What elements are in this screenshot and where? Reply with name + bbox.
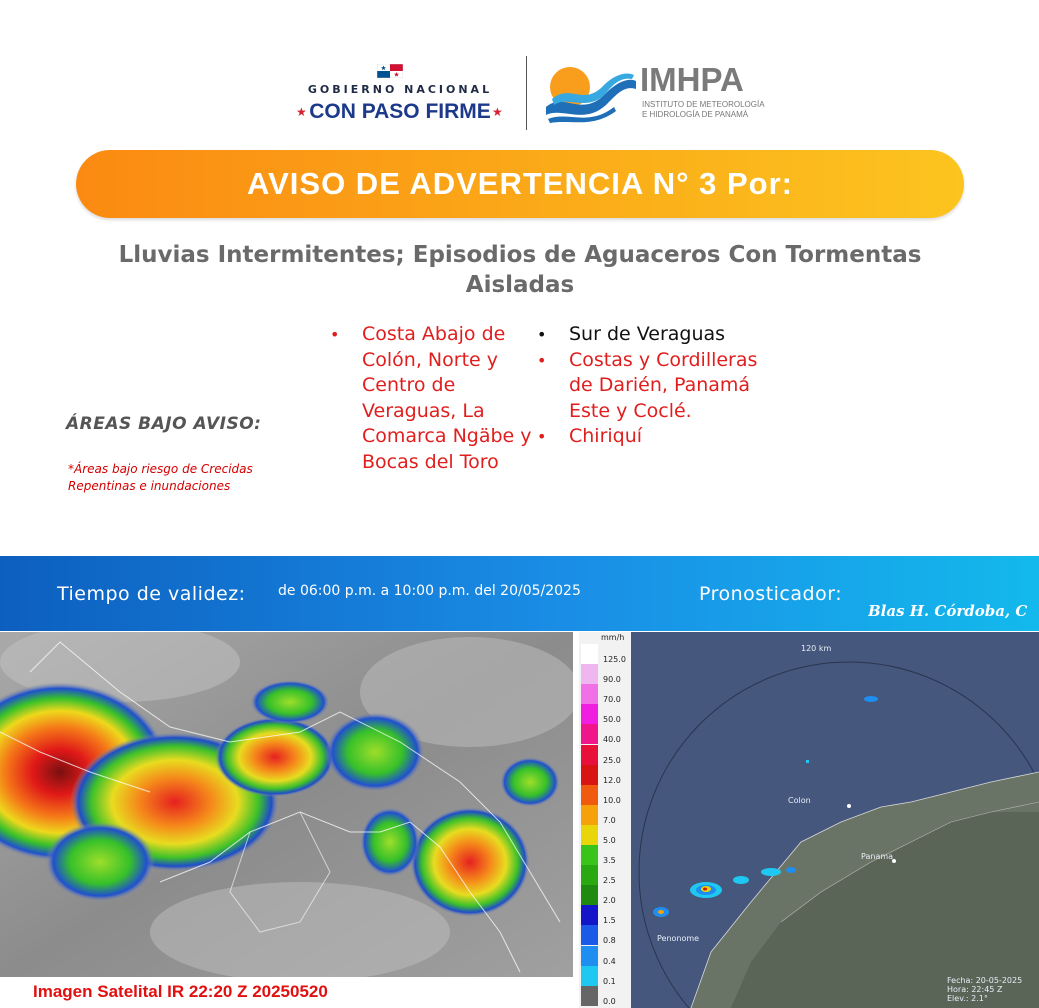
area-text: Costa Abajo de Colón, Norte y Centro de Veraguas, La Comarca Ngäbe y Bocas del Toro	[362, 323, 532, 473]
validity-bar	[0, 556, 1039, 631]
forecaster-label: Pronosticador:	[699, 583, 843, 605]
forecaster-name: Blas H. Córdoba, C	[868, 602, 1028, 620]
government-label: GOBIERNO NACIONAL	[307, 83, 493, 96]
validity-value: de 06:00 p.m. a 10:00 p.m. del 20/05/2025	[278, 583, 581, 599]
legend-swatch	[581, 986, 598, 1006]
radar-elevation: Elev.: 2.1°	[947, 994, 988, 1003]
bullet-icon: •	[537, 350, 547, 370]
legend-swatch	[581, 825, 598, 845]
legend-swatch	[581, 865, 598, 885]
imhpa-logo-icon	[544, 63, 636, 123]
legend-label: 40.0	[603, 735, 621, 745]
legend-label: 125.0	[603, 655, 626, 664]
legend-swatch	[581, 724, 598, 744]
government-slogan: CON PASO FIRME	[309, 100, 491, 123]
area-text: Sur de Veraguas	[569, 323, 726, 345]
bullet-icon: •	[330, 325, 340, 344]
legend-swatch	[581, 885, 598, 905]
radar-date: Fecha: 20-05-2025	[947, 976, 1023, 985]
imhpa-subtitle	[642, 100, 782, 120]
legend-label: 1.5	[603, 916, 616, 926]
legend-label: 3.5	[603, 856, 616, 865]
legend-label: 0.1	[603, 976, 616, 986]
legend-swatch	[581, 905, 598, 925]
legend-swatch	[581, 845, 598, 865]
legend-label: 0.4	[603, 956, 616, 966]
star-right-icon: ★	[492, 105, 503, 119]
area-item	[537, 348, 767, 425]
legend-swatch	[581, 765, 598, 785]
legend-swatch	[581, 664, 598, 684]
legend-swatch	[581, 966, 598, 986]
legend-label: 25.0	[603, 755, 621, 765]
bullet-icon: •	[537, 325, 547, 344]
legend-label: 2.0	[603, 896, 616, 906]
bullet-icon: •	[537, 427, 547, 447]
legend-label: 0.8	[603, 936, 616, 946]
star-left-icon: ★	[296, 105, 307, 119]
legend-label: 12.0	[603, 775, 621, 785]
radar-place-colon: Colon	[788, 796, 811, 805]
radar-time: Hora: 22:45 Z	[947, 985, 1003, 994]
areas-risk-note: *Áreas bajo riesgo de Crecidas Repentinas e inundaciones	[68, 462, 253, 493]
legend-label: 5.0	[603, 835, 616, 845]
warning-subtitle: Lluvias Intermitentes; Episodios de Aguaceros Con Tormentas Aisladas	[118, 242, 922, 298]
area-item	[330, 322, 545, 476]
radar-legend-unit: mm/h	[601, 633, 625, 642]
area-text: Chiriquí	[569, 425, 643, 448]
warning-banner	[76, 150, 964, 218]
legend-swatch	[581, 946, 598, 966]
satellite-caption: Imagen Satelital IR 22:20 Z 20250520	[33, 982, 328, 1001]
radar-place-panama: Panama	[861, 852, 894, 861]
warning-title: AVISO DE ADVERTENCIA N° 3 Por:	[247, 166, 793, 201]
legend-label: 2.5	[603, 876, 616, 886]
legend-swatch	[581, 805, 598, 825]
validity-label: Tiempo de validez:	[57, 583, 246, 605]
areas-column-2	[537, 322, 767, 450]
area-text: Costas y Cordilleras de Darién, Panamá Este y Coclé.	[569, 348, 758, 422]
radar-image	[579, 632, 1039, 1008]
legend-label: 50.0	[603, 715, 621, 725]
radar-info	[947, 976, 1022, 1003]
legend-label: 10.0	[603, 795, 621, 805]
radar-place-penonome: Penonome	[657, 934, 700, 943]
imhpa-subtitle-line1: INSTITUTO DE METEOROLOGÍA	[642, 100, 765, 109]
logo-divider	[526, 56, 527, 130]
radar-legend	[579, 632, 631, 1008]
satellite-ir-map	[0, 632, 573, 977]
legend-label: 70.0	[603, 695, 621, 705]
legend-swatch	[581, 785, 598, 805]
imhpa-name: IMHPA	[640, 61, 744, 98]
radar-range-label: 120 km	[801, 644, 832, 653]
legend-label: 7.0	[603, 815, 616, 825]
panama-flag-icon	[377, 64, 403, 78]
satellite-image	[0, 632, 573, 977]
areas-label: ÁREAS BAJO AVISO:	[66, 414, 262, 434]
imhpa-subtitle-line2: E HIDROLOGÍA DE PANAMÁ	[642, 110, 749, 119]
legend-swatch	[581, 925, 598, 945]
areas-column-1	[330, 322, 545, 476]
radar-map	[631, 632, 1039, 1008]
legend-swatch	[581, 644, 598, 664]
government-logo	[290, 60, 510, 130]
legend-swatch	[581, 704, 598, 724]
legend-swatch	[581, 745, 598, 765]
legend-swatch	[581, 684, 598, 704]
area-item	[537, 424, 767, 450]
legend-label: 90.0	[603, 675, 621, 685]
legend-label: 0.0	[603, 996, 616, 1006]
area-item	[537, 322, 767, 348]
